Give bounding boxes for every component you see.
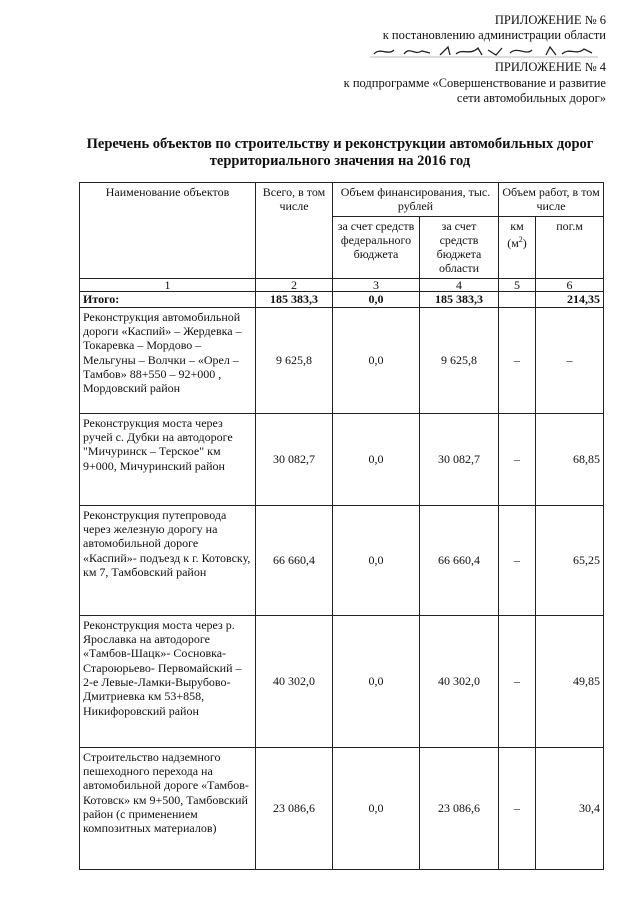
col-number: 5	[499, 278, 536, 291]
object-pogm: –	[536, 307, 604, 413]
table-row	[80, 505, 604, 615]
table-row	[80, 413, 604, 505]
header-regional: за счет средств бюджета области	[420, 216, 499, 278]
header-pogm: пог.м	[536, 216, 604, 278]
appendix-4-heading: ПРИЛОЖЕНИЕ № 4	[494, 60, 606, 74]
objects-table	[79, 182, 604, 870]
total-pogm: 214,35	[536, 291, 604, 307]
handwritten-date-number	[370, 44, 600, 58]
object-pogm: 49,85	[536, 615, 604, 747]
col-number: 1	[80, 278, 256, 291]
table-row	[80, 307, 604, 413]
object-regional: 66 660,4	[420, 505, 499, 615]
object-federal: 0,0	[333, 413, 420, 505]
header-federal: за счет средств федерального бюджета	[333, 216, 420, 278]
appendix-4-reference-cont: сети автомобильных дорог»	[456, 91, 606, 105]
object-name: Строительство надземного пешеходного перехода на автомобильной дороге «Тамбов-Котовск» км 9+500, Тамбовский район (с применением композитных материалов)	[80, 747, 256, 869]
appendix-6-heading: ПРИЛОЖЕНИЕ № 6	[494, 13, 606, 27]
object-km: –	[499, 505, 536, 615]
object-pogm: 30,4	[536, 747, 604, 869]
col-number: 6	[536, 278, 604, 291]
object-total: 40 302,0	[256, 615, 333, 747]
header-works: Объем работ, в том числе	[499, 183, 604, 217]
total-row	[80, 291, 604, 307]
header-financing: Объем финансирования, тыс. рублей	[333, 183, 499, 217]
total-sum: 185 383,3	[256, 291, 333, 307]
col-number: 3	[333, 278, 420, 291]
object-total: 9 625,8	[256, 307, 333, 413]
document-title: Перечень объектов по строительству и реконструкции автомобильных дорог территориального значения на 2016 год	[86, 136, 594, 169]
object-federal: 0,0	[333, 747, 420, 869]
object-km: –	[499, 307, 536, 413]
object-km: –	[499, 413, 536, 505]
object-total: 23 086,6	[256, 747, 333, 869]
object-regional: 23 086,6	[420, 747, 499, 869]
header-km: км $(м^2)$	[499, 216, 536, 278]
object-regional: 40 302,0	[420, 615, 499, 747]
object-federal: 0,0	[333, 307, 420, 413]
object-federal: 0,0	[333, 505, 420, 615]
header-name: Наименование объектов	[80, 183, 256, 279]
object-km: –	[499, 615, 536, 747]
col-number: 4	[420, 278, 499, 291]
object-pogm: 65,25	[536, 505, 604, 615]
header-total: Всего, в том числе	[256, 183, 333, 279]
object-name: Реконструкция путепровода через железную дорогу на автомобильной дороге «Каспий»- подъезд к г. Котовску, км 7, Тамбовский район	[80, 505, 256, 615]
col-number: 2	[256, 278, 333, 291]
object-pogm: 68,85	[536, 413, 604, 505]
object-km: –	[499, 747, 536, 869]
object-name: Реконструкция автомобильной дороги «Каспий» – Жердевка – Токаревка – Мордово – Мельгуны – Волчки – «Орел – Тамбов» 88+550 – 92+000 , Мордовский район	[80, 307, 256, 413]
total-km	[499, 291, 536, 307]
total-federal: 0,0	[333, 291, 420, 307]
object-total: 66 660,4	[256, 505, 333, 615]
object-regional: 9 625,8	[420, 307, 499, 413]
appendix-4-reference: к подпрограмме «Совершенствование и развитие	[343, 76, 606, 90]
column-numbers-row	[80, 278, 604, 291]
object-name: Реконструкция моста через ручей с. Дубки на автодороге "Мичуринск – Терское" км 9+000, Мичуринский район	[80, 413, 256, 505]
object-federal: 0,0	[333, 615, 420, 747]
table-row	[80, 615, 604, 747]
total-label: Итого:	[80, 291, 256, 307]
appendix-6-reference: к постановлению администрации области	[382, 28, 606, 42]
object-regional: 30 082,7	[420, 413, 499, 505]
total-regional: 185 383,3	[420, 291, 499, 307]
table-row	[80, 747, 604, 869]
object-name: Реконструкция моста через р. Ярославка на автодороге «Тамбов-Шацк»- Сосновка-Староюрьево- Первомайский – 2-е Левые-Ламки-Вырубово- Дмитриевка км 53+858, Никифоровский район	[80, 615, 256, 747]
object-total: 30 082,7	[256, 413, 333, 505]
